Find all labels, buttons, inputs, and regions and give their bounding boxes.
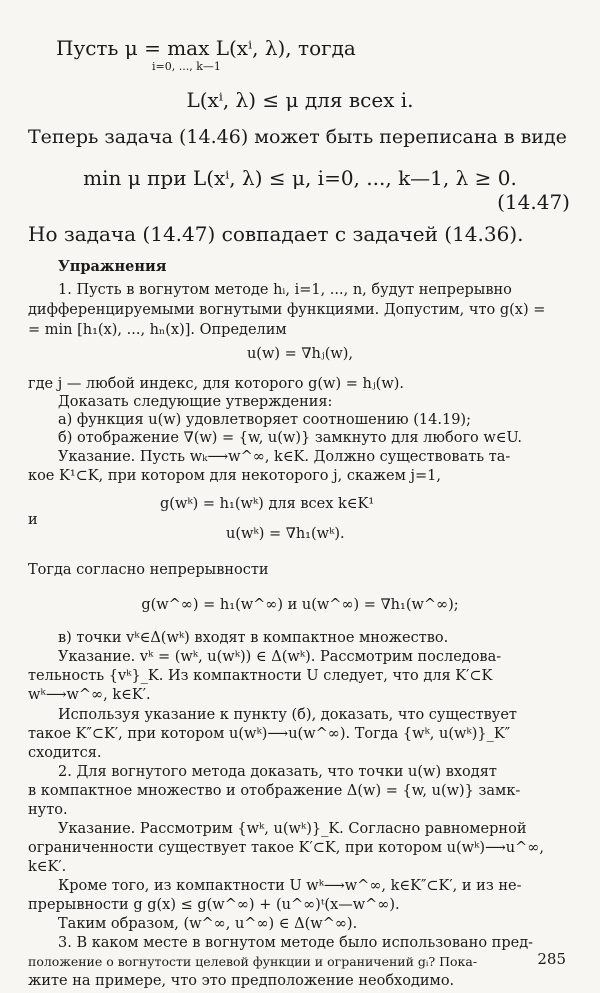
exercise-2-hint-6: Таким образом, (w^∞, u^∞) ∈ Δ(w^∞). [58,916,358,932]
exercise-1-continuity: Тогда согласно непрерывности [28,562,269,578]
exercise-1-hint-1: Указание. Пусть wₖ⟶w^∞, k∈K. Должно существовать та- [58,449,511,465]
formula-u-wk: u(wᵏ) = ∇h₁(wᵏ). [226,526,345,542]
section-heading: Упражнения [58,258,167,275]
exercise-2-hint-3: k∈K′. [28,859,67,875]
page-number: 285 [537,950,566,968]
exercise-1-hint-3: Указание. vᵏ = (wᵏ, u(wᵏ)) ∈ Δ(wᵏ). Рассмотрим последова- [58,649,502,665]
formula-limit: g(w^∞) = h₁(w^∞) и u(w^∞) = ∇h₁(w^∞); [141,597,459,613]
exercise-2-hint-4: Кроме того, из компактности U wᵏ⟶w^∞, k∈K″⊂K′, и из не- [58,878,522,894]
exercise-1-line-2: дифференцируемыми вогнутыми функциями. Допустим, что g(x) = [28,302,546,318]
exercise-1-item-c: в) точки vᵏ∈Δ(wᵏ) входят в компактное множество. [58,630,449,646]
exercise-1-line-4: где j — любой индекс, для которого g(w) = hⱼ(w). [28,376,405,392]
exercise-3-line-3: жите на примере, что это предположение необходимо. [28,973,455,989]
formula-g-wk: g(wᵏ) = h₁(wᵏ) для всех k∈K¹ [160,496,375,512]
max-subscript: i=0, ..., k—1 [152,60,221,73]
exercise-2-line-3: нуто. [28,802,68,818]
exercise-2-hint-2: ограниченности существует такое K′⊂K, при котором u(wᵏ)⟶u^∞, [28,840,544,856]
text-line-rewrite: Теперь задача (14.46) может быть переписана в виде [28,126,567,148]
text-line-intro: Пусть μ = max L(xⁱ, λ), тогда [56,36,356,60]
exercise-1-hint-8: сходится. [28,745,102,761]
exercise-2-hint-5: прерывности g g(x) ≤ g(w^∞) + (u^∞)ᵗ(x—w^∞). [28,897,400,913]
exercise-1-line-1: 1. Пусть в вогнутом методе hᵢ, i=1, ..., n, будут непрерывно [58,282,512,298]
exercise-3-line-1: 3. В каком месте в вогнутом методе было использовано пред- [58,935,534,951]
formula-u-w: u(w) = ∇hⱼ(w), [246,346,354,362]
exercise-2-hint-1: Указание. Рассмотрим {wᵏ, u(wᵏ)}_K. Согласно равномерной [58,821,527,837]
exercise-2-line-2: в компактное множество и отображение Δ(w) = {w, u(w)} замк- [28,783,521,799]
exercise-1-hint-7: такое K″⊂K′, при котором u(wᵏ)⟶u(w^∞). Тогда {wᵏ, u(wᵏ)}_K″ [28,726,511,742]
conjunction-and: и [28,512,38,528]
exercise-1-line-3: = min [h₁(x), ..., hₙ(x)]. Определим [28,322,287,338]
exercise-1-line-5: Доказать следующие утверждения: [58,394,333,410]
exercise-1-hint-5: wᵏ⟶w^∞, k∈K′. [28,687,151,703]
exercise-1-hint-6: Используя указание к пункту (б), доказать, что существует [58,707,517,723]
exercise-1-item-b: б) отображение ∇(w) = {w, u(w)} замкнуто для любого w∈U. [58,430,523,446]
equation-14-47: min μ при L(xⁱ, λ) ≤ μ, i=0, ..., k—1, λ ≥ 0. [83,166,517,190]
inequality-line: L(xⁱ, λ) ≤ μ для всех i. [186,88,414,112]
exercise-2-line-1: 2. Для вогнутого метода доказать, что точки u(w) входят [58,764,497,780]
exercise-1-hint-2: кое K¹⊂K, при котором для некоторого j, скажем j=1, [28,468,441,484]
exercise-1-item-a: а) функция u(w) удовлетворяет соотношению (14.19); [58,412,471,428]
exercise-1-hint-4: тельность {vᵏ}_K. Из компактности U следует, что для K′⊂K [28,668,493,684]
exercise-3-line-2: положение о вогнутости целевой функции и ограничений gᵢ? Пока- [28,954,478,969]
text-line-coincides: Но задача (14.47) совпадает с задачей (14.36). [28,222,524,246]
equation-number: (14.47) [497,190,570,214]
